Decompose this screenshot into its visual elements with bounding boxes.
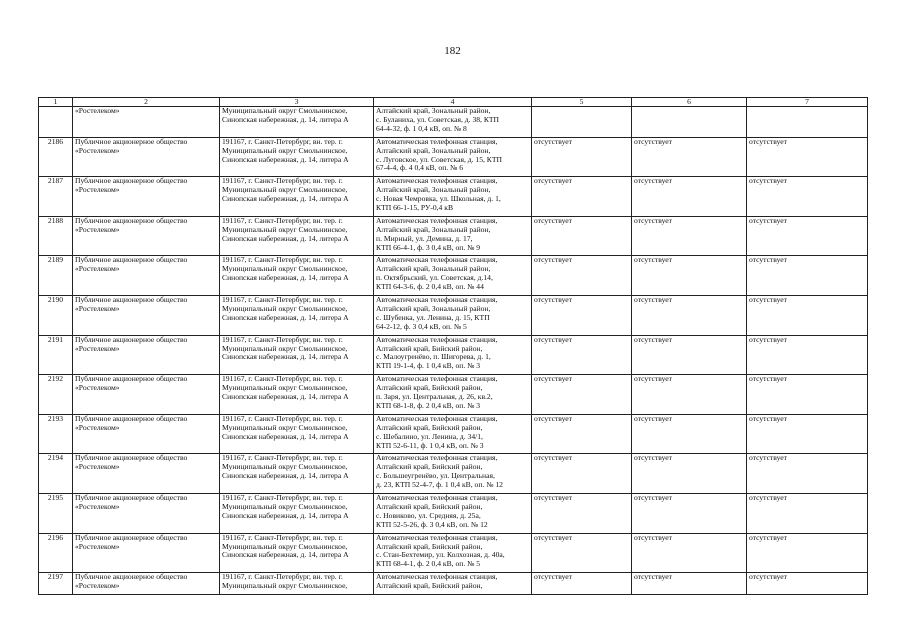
- cell-col5: отсутствует: [532, 137, 632, 177]
- cell-number: 2192: [39, 375, 73, 415]
- cell-col6: отсутствует: [632, 137, 747, 177]
- table-row: [39, 216, 868, 256]
- cell-owner: Публичное акционерное общество «Ростелеком»: [73, 216, 220, 256]
- cell-col6: отсутствует: [632, 375, 747, 415]
- column-number: 1: [39, 98, 73, 107]
- cell-number: 2195: [39, 494, 73, 534]
- cell-col7: отсутствует: [747, 414, 868, 454]
- cell-col6: отсутствует: [632, 533, 747, 573]
- table-row: [39, 177, 868, 217]
- column-number: 4: [374, 98, 532, 107]
- cell-owner: Публичное акционерное общество «Ростелеком»: [73, 494, 220, 534]
- column-number: 5: [532, 98, 632, 107]
- cell-address: 191167, г. Санкт-Петербург, вн. тер. г. Муниципальный округ Смольнинское, Синопская набережная, д. 14, литера А: [220, 177, 374, 217]
- cell-address: Муниципальный округ Смольнинское, Синопская набережная, д. 14, литера А: [220, 107, 374, 138]
- column-number: 7: [747, 98, 868, 107]
- cell-number: 2194: [39, 454, 73, 494]
- cell-address: 191167, г. Санкт-Петербург, вн. тер. г. Муниципальный округ Смольнинское, Синопская набережная, д. 14, литера А: [220, 414, 374, 454]
- table-row: [39, 494, 868, 534]
- cell-object: Автоматическая телефонная станция, Алтайский край, Бийский район, с. Шебалино, ул. Ленина, д. 34/1, КТП 52-6-11, ф. 1 0,4 кВ, оп. № 3: [374, 414, 532, 454]
- cell-address: 191167, г. Санкт-Петербург, вн. тер. г. Муниципальный округ Смольнинское, Синопская набережная, д. 14, литера А: [220, 454, 374, 494]
- cell-col6: отсутствует: [632, 177, 747, 217]
- table-row: [39, 533, 868, 573]
- cell-object: Автоматическая телефонная станция, Алтайский край, Зональный район, п. Мирный, ул. Демина, д. 17, КТП 66-4-1, ф. 3 0,4 кВ, оп. № 9: [374, 216, 532, 256]
- cell-owner: «Ростелеком»: [73, 107, 220, 138]
- cell-col7: отсутствует: [747, 454, 868, 494]
- cell-address: 191167, г. Санкт-Петербург, вн. тер. г. Муниципальный округ Смольнинское, Синопская набережная, д. 14, литера А: [220, 375, 374, 415]
- cell-address: 191167, г. Санкт-Петербург, вн. тер. г. Муниципальный округ Смольнинское,: [220, 573, 374, 595]
- cell-owner: Публичное акционерное общество «Ростелеком»: [73, 573, 220, 595]
- cell-object: Автоматическая телефонная станция, Алтайский край, Бийский район, п. Заря, ул. Центральная, д. 26, кв.2, КТП 68-1-8, ф. 2 0,4 кВ, оп. № 3: [374, 375, 532, 415]
- cell-address: 191167, г. Санкт-Петербург, вн. тер. г. Муниципальный округ Смольнинское, Синопская набережная, д. 14, литера А: [220, 296, 374, 336]
- cell-col5: отсутствует: [532, 216, 632, 256]
- cell-number: 2193: [39, 414, 73, 454]
- cell-col5: отсутствует: [532, 256, 632, 296]
- cell-object: Автоматическая телефонная станция, Алтайский край, Бийский район, с. Стан-Бехтемир, ул. Колхозная, д. 40а, КТП 68-4-1, ф. 2 0,4 кВ, оп. № 5: [374, 533, 532, 573]
- cell-col6: отсутствует: [632, 296, 747, 336]
- cell-number: 2188: [39, 216, 73, 256]
- cell-col7: отсутствует: [747, 494, 868, 534]
- cell-col7: отсутствует: [747, 256, 868, 296]
- cell-col7: отсутствует: [747, 296, 868, 336]
- cell-object: Автоматическая телефонная станция, Алтайский край, Зональный район, с. Шубенка, ул. Ленина, д. 15, КТП 64-2-12, ф. 3 0,4 кВ, оп. № 5: [374, 296, 532, 336]
- column-number: 2: [73, 98, 220, 107]
- cell-col5: отсутствует: [532, 414, 632, 454]
- cell-col5: отсутствует: [532, 335, 632, 375]
- cell-col5: отсутствует: [532, 296, 632, 336]
- table-row: [39, 256, 868, 296]
- cell-col6: отсутствует: [632, 573, 747, 595]
- cell-owner: Публичное акционерное общество «Ростелеком»: [73, 375, 220, 415]
- cell-number: 2197: [39, 573, 73, 595]
- cell-col6: отсутствует: [632, 216, 747, 256]
- registry-table-body: [39, 98, 868, 595]
- cell-col5: [532, 107, 632, 138]
- cell-col7: отсутствует: [747, 375, 868, 415]
- table-row: [39, 137, 868, 177]
- cell-address: 191167, г. Санкт-Петербург, вн. тер. г. Муниципальный округ Смольнинское, Синопская набережная, д. 14, литера А: [220, 137, 374, 177]
- registry-table: [38, 97, 868, 595]
- cell-col6: отсутствует: [632, 494, 747, 534]
- cell-owner: Публичное акционерное общество «Ростелеком»: [73, 533, 220, 573]
- cell-owner: Публичное акционерное общество «Ростелеком»: [73, 137, 220, 177]
- cell-number: 2196: [39, 533, 73, 573]
- cell-owner: Публичное акционерное общество «Ростелеком»: [73, 414, 220, 454]
- cell-number: 2191: [39, 335, 73, 375]
- table-row: [39, 454, 868, 494]
- cell-address: 191167, г. Санкт-Петербург, вн. тер. г. Муниципальный округ Смольнинское, Синопская набережная, д. 14, литера А: [220, 216, 374, 256]
- cell-col6: отсутствует: [632, 256, 747, 296]
- cell-address: 191167, г. Санкт-Петербург, вн. тер. г. Муниципальный округ Смольнинское, Синопская набережная, д. 14, литера А: [220, 335, 374, 375]
- cell-col5: отсутствует: [532, 573, 632, 595]
- table-row: [39, 573, 868, 595]
- cell-address: 191167, г. Санкт-Петербург, вн. тер. г. Муниципальный округ Смольнинское, Синопская набережная, д. 14, литера А: [220, 494, 374, 534]
- cell-owner: Публичное акционерное общество «Ростелеком»: [73, 256, 220, 296]
- column-number: 6: [632, 98, 747, 107]
- page-number: 182: [444, 45, 461, 57]
- cell-col5: отсутствует: [532, 494, 632, 534]
- cell-number: 2186: [39, 137, 73, 177]
- cell-object: Автоматическая телефонная станция, Алтайский край, Бийский район, с. Малоугренёво, п. Шигорева, д. 1, КТП 19-1-4, ф. 1 0,4 кВ, оп. № 3: [374, 335, 532, 375]
- cell-owner: Публичное акционерное общество «Ростелеком»: [73, 454, 220, 494]
- column-number: 3: [220, 98, 374, 107]
- table-row: [39, 375, 868, 415]
- cell-owner: Публичное акционерное общество «Ростелеком»: [73, 296, 220, 336]
- cell-col5: отсутствует: [532, 375, 632, 415]
- cell-col7: отсутствует: [747, 137, 868, 177]
- cell-object: Алтайский край, Зональный район, с. Буланиха, ул. Советская, д. 38, КТП 64-4-32, ф. 1 0,4 кВ, оп. № 8: [374, 107, 532, 138]
- cell-address: 191167, г. Санкт-Петербург, вн. тер. г. Муниципальный округ Смольнинское, Синопская набережная, д. 14, литера А: [220, 256, 374, 296]
- cell-address: 191167, г. Санкт-Петербург, вн. тер. г. Муниципальный округ Смольнинское, Синопская набережная, д. 14, литера А: [220, 533, 374, 573]
- cell-col5: отсутствует: [532, 177, 632, 217]
- cell-col7: отсутствует: [747, 177, 868, 217]
- table-row: [39, 107, 868, 138]
- cell-object: Автоматическая телефонная станция, Алтайский край, Зональный район, с. Новая Чемровка, ул. Школьная, д. 1, КТП 66-1-15, РУ-0,4 кВ: [374, 177, 532, 217]
- cell-object: Автоматическая телефонная станция, Алтайский край, Бийский район,: [374, 573, 532, 595]
- cell-number: [39, 107, 73, 138]
- cell-col5: отсутствует: [532, 533, 632, 573]
- table-row: [39, 296, 868, 336]
- cell-owner: Публичное акционерное общество «Ростелеком»: [73, 335, 220, 375]
- cell-col7: отсутствует: [747, 533, 868, 573]
- cell-object: Автоматическая телефонная станция, Алтайский край, Бийский район, с. Новиково, ул. Средняя, д. 25а, КТП 52-5-26, ф. 3 0,4 кВ, оп. № 12: [374, 494, 532, 534]
- column-number-row: [39, 98, 868, 107]
- cell-col6: отсутствует: [632, 414, 747, 454]
- table-row: [39, 414, 868, 454]
- cell-number: 2189: [39, 256, 73, 296]
- cell-col6: [632, 107, 747, 138]
- cell-col7: отсутствует: [747, 335, 868, 375]
- table-row: [39, 335, 868, 375]
- cell-col5: отсутствует: [532, 454, 632, 494]
- cell-col7: отсутствует: [747, 573, 868, 595]
- cell-object: Автоматическая телефонная станция, Алтайский край, Зональный район, с. Луговское, ул. Советская, д. 15, КТП 67-4-4, ф. 4 0,4 кВ, оп. № 6: [374, 137, 532, 177]
- cell-number: 2190: [39, 296, 73, 336]
- cell-number: 2187: [39, 177, 73, 217]
- cell-col7: [747, 107, 868, 138]
- cell-object: Автоматическая телефонная станция, Алтайский край, Зональный район, п. Октябрьский, ул. Советская, д.14, КТП 64-3-6, ф. 2 0,4 кВ, оп. № 44: [374, 256, 532, 296]
- cell-col7: отсутствует: [747, 216, 868, 256]
- cell-col6: отсутствует: [632, 454, 747, 494]
- cell-owner: Публичное акционерное общество «Ростелеком»: [73, 177, 220, 217]
- cell-object: Автоматическая телефонная станция, Алтайский край, Бийский район, с. Большеугренёво, ул. Центральная, д. 23, КТП 52-4-7, ф. 1 0,4 кВ, оп. № 12: [374, 454, 532, 494]
- cell-col6: отсутствует: [632, 335, 747, 375]
